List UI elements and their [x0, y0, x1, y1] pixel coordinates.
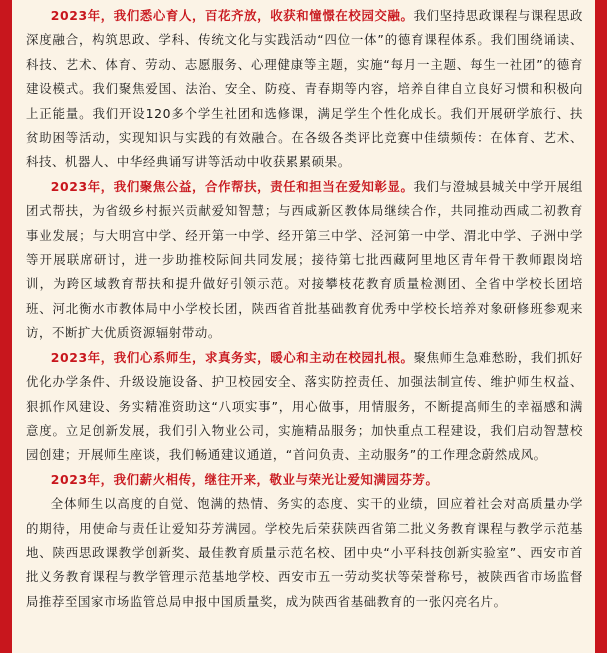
- paragraph-1: [26, 4, 583, 175]
- paragraph-2-body: 我们与澄城县城关中学开展组团式帮扶，为省级乡村振兴贡献爱知智慧；与西咸新区教体局继续合作，共同推动西咸二初教育事业发展；与大明宫中学、经开第一中学、经开第三中学、泾河第一中学、渭北中学、子洲中学等开展联席研讨，进一步助推校际间共同发展；接待第七批西藏阿里地区青年骨干教师跟岗培训，为跨区域教育帮扶和提升做好引领示范。对接攀枝花教育质量检测团、全省中学校长团培班、河北衡水市教体局中小学校长团，陕西省首批基础教育优秀中学校长培养对象研修班参观来访，不断扩大优质资源辐射带动。: [26, 178, 583, 341]
- paragraph-3-heading: 2023年，我们心系师生，求真务实，暖心和主动在校园扎根。: [50, 349, 414, 365]
- article-page: [12, 0, 595, 653]
- paragraph-1-body: 我们坚持思政课程与课程思政深度融合，构筑思政、学科、传统文化与实践活动“四位一体”的德育课程体系。我们围绕诵读、科技、艺术、体育、劳动、志愿服务、心理健康等主题，实施“每月一主题、每生一社团”的德育建设模式。我们聚焦爱国、法治、安全、防疫、青春期等内容，培养自律自立良好习惯和积极向上正能量。我们开设120多个学生社团和选修课，满足学生个性化成长。我们开展研学旅行、扶贫助困等活动，实现知识与实践的有效融合。在各级各类评比竞赛中佳绩频传：在体育、艺术、科技、机器人、中华经典诵写讲等活动中收获累累硕果。: [26, 8, 583, 170]
- paragraph-1-heading: 2023年，我们悉心育人，百花齐放，收获和憧憬在校园交融。: [50, 8, 414, 23]
- paragraph-4: [26, 492, 583, 614]
- paragraph-3-body: 聚焦师生急难愁盼，我们抓好优化办学条件、升级设施设备、护卫校园安全、落实防控责任、加强法制宣传、维护师生权益、狠抓作风建设、务实精准资助这“八项实事”，用心做事，用情服务，不断提高师生的幸福感和满意度。立足创新发展，我们引入物业公司，实施精品服务；加快重点工程建设，我们启动智慧校园创建；开展师生座谈，我们畅通建议通道，“首问负责、主动服务”的工作理念蔚然成风。: [26, 349, 583, 463]
- paragraph-3: [26, 346, 583, 468]
- paragraph-4-heading: 2023年，我们薪火相传，继往开来，敬业与荣光让爱知满园芬芳。: [50, 471, 439, 487]
- paragraph-2: [26, 175, 583, 346]
- paragraph-4-heading-line: [26, 468, 583, 492]
- paragraph-4-body: 全体师生以高度的自觉、饱满的热情、务实的态度、实干的业绩，回应着社会对高质量办学的期待，用使命与责任让爱知芬芳满园。学校先后荣获陕西省第二批义务教育课程与教学示范基地、陕西思政课教学创新奖、最佳教育质量示范名校、团中央“小平科技创新实验室”、西安市首批义务教育课程与教学管理示范基地学校、西安市五一劳动奖状等荣誉称号，被陕西省市场监督局推荐至国家市场监管总局申报中国质量奖，成为陕西省基础教育的一张闪亮名片。: [26, 496, 583, 609]
- paragraph-2-heading: 2023年，我们聚焦公益，合作帮扶，责任和担当在爱知彰显。: [50, 178, 414, 194]
